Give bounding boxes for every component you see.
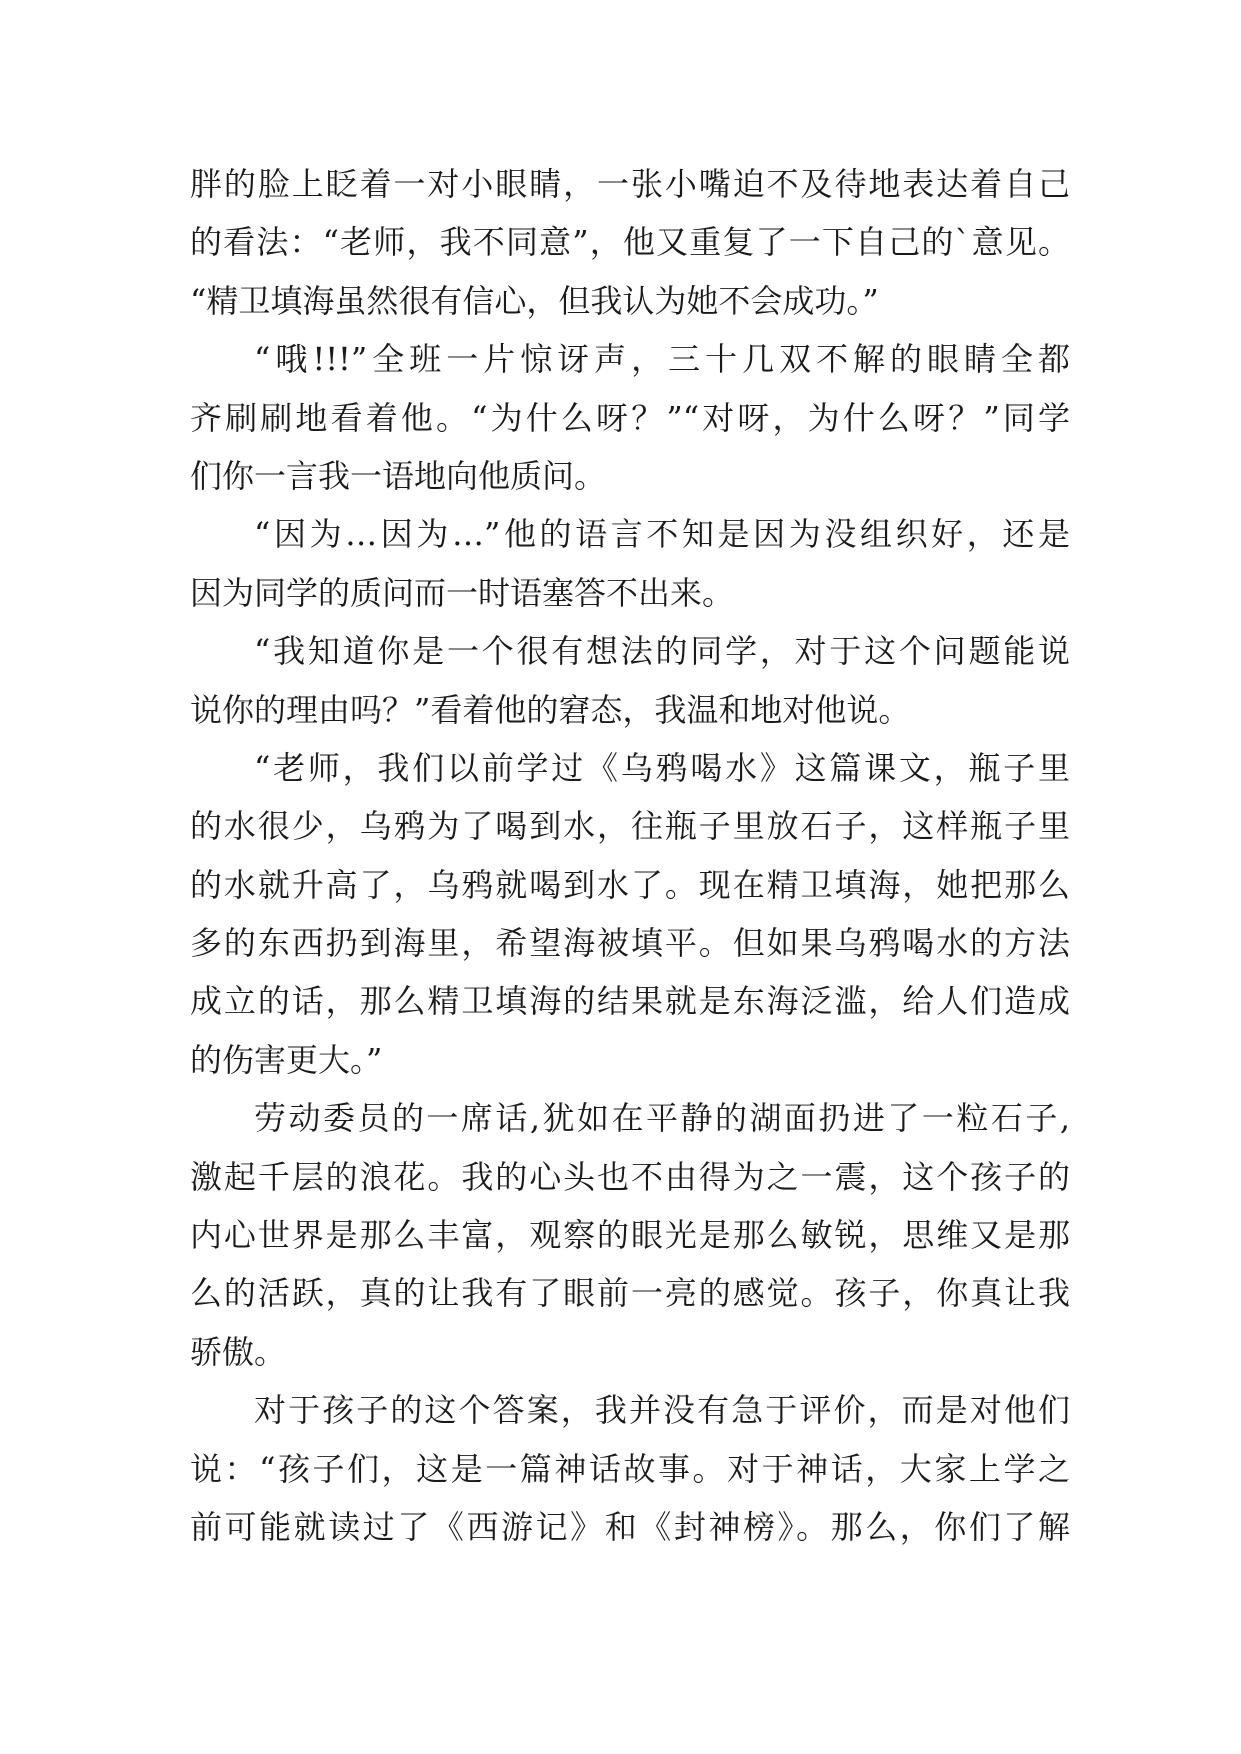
- paragraph-first-line: “哦!!!”全班一片惊讶声，三十几双不解的眼睛全都: [254, 340, 1070, 379]
- text-line: “精卫填海虽然很有信心，但我认为她不会成功。”: [190, 281, 879, 320]
- text-line: 成立的话，那么精卫填海的结果就是东海泛滥，给人们造成: [190, 982, 1070, 1021]
- paragraph-first-line: 对于孩子的这个答案，我并没有急于评价，而是对他们: [254, 1391, 1070, 1430]
- text-line: 骄傲。: [190, 1332, 287, 1371]
- body-text: [190, 155, 1070, 1556]
- text-line: 的水很少，乌鸦为了喝到水，往瓶子里放石子，这样瓶子里: [190, 807, 1070, 846]
- text-line: 们你一言我一语地向他质问。: [190, 456, 607, 495]
- text-line: 前可能就读过了《西游记》和《封神榜》。那么，你们了解: [190, 1507, 1070, 1546]
- text-line: 内心世界是那么丰富，观察的眼光是那么敏锐，思维又是那: [190, 1216, 1070, 1255]
- paragraph-first-line: “我知道你是一个很有想法的同学，对于这个问题能说: [254, 632, 1070, 671]
- paragraph-first-line: “老师，我们以前学过《乌鸦喝水》这篇课文，瓶子里: [254, 748, 1070, 787]
- text-line: 么的活跃，真的让我有了眼前一亮的感觉。孩子，你真让我: [190, 1274, 1070, 1313]
- text-line: 的水就升高了，乌鸦就喝到水了。现在精卫填海，她把那么: [190, 865, 1070, 904]
- text-line: 因为同学的质问而一时语塞答不出来。: [190, 573, 735, 612]
- text-line: 激起千层的浪花。我的心头也不由得为之一震，这个孩子的: [190, 1157, 1070, 1196]
- text-line: 多的东西扔到海里，希望海被填平。但如果乌鸦喝水的方法: [190, 924, 1070, 963]
- text-line: 的看法：“老师，我不同意”，他又重复了一下自己的`意见。: [190, 223, 1070, 262]
- text-line: 说你的理由吗？”看着他的窘态，我温和地对他说。: [190, 690, 911, 729]
- paragraph-first-line: “因为…因为…”他的语言不知是因为没组织好，还是: [254, 515, 1070, 554]
- paragraph-first-line: 劳动委员的一席话,犹如在平静的湖面扔进了一粒石子,: [254, 1099, 1070, 1138]
- text-line: 说：“孩子们，这是一篇神话故事。对于神话，大家上学之: [190, 1449, 1070, 1488]
- text-line: 胖的脸上眨着一对小眼睛，一张小嘴迫不及待地表达着自己: [190, 165, 1070, 203]
- text-line: 的伤害更大。”: [190, 1040, 383, 1079]
- text-line: 齐刷刷地看着他。“为什么呀？”“对呀，为什么呀？”同学: [190, 398, 1070, 437]
